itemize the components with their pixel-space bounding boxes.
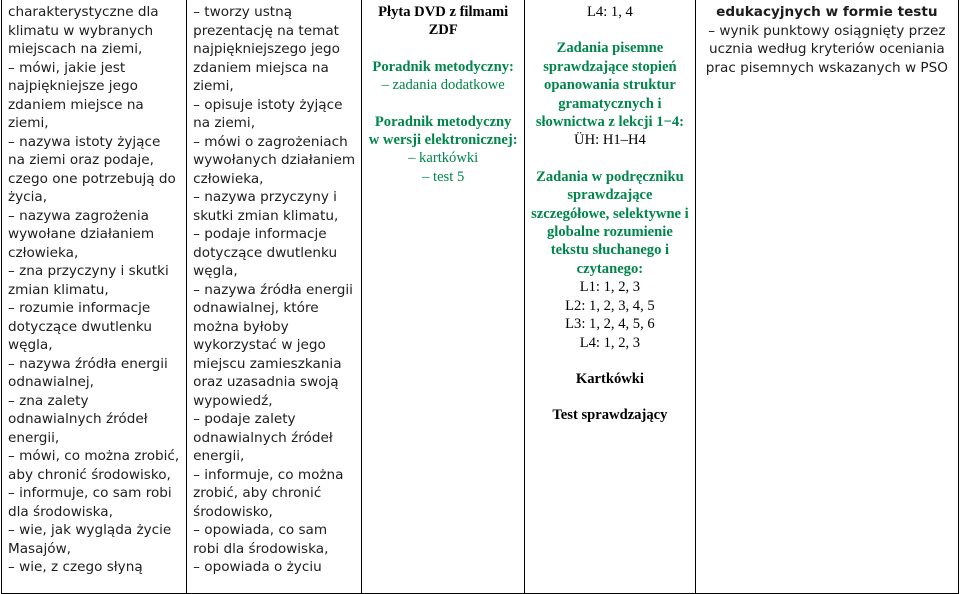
list-item: – zna przyczyny i skutki zmian klimatu, <box>8 263 169 298</box>
table-row <box>2 0 959 594</box>
list-item: – zna zalety odnawialnych źródeł energii, <box>8 392 148 446</box>
assessment-table <box>1 0 959 594</box>
evaluation-heading: edukacyjnych w formie testu <box>716 4 938 20</box>
list-item: – rozumie informacje dotyczące dwutlenku węgla, <box>8 300 152 353</box>
basic-requirements-cell <box>2 0 187 594</box>
list-item: – nazywa przyczyny i skutki zmian klimatu, <box>193 189 339 224</box>
list-item: – nazywa istoty żyjące na ziemi oraz podaje, czego one potrzebują do życia, <box>8 133 176 205</box>
list-item: – opowiada, co sam robi dla środowiska, <box>193 522 329 557</box>
eguide-title: Poradnik metodyczny w wersji elektronicznej: <box>368 113 518 149</box>
lesson-line: L1: 1, 2, 3 <box>579 279 641 296</box>
written-tasks: Zadania pisemne sprawdzające stopień opanowania struktur gramatycznych i słownictwa z lekcji 1−4: <box>535 40 684 131</box>
lesson-line: L4: 1, 2, 3 <box>579 334 641 351</box>
list-item: – nazywa zagrożenia wywołane działaniem człowieka, <box>8 207 155 261</box>
guide-title: Poradnik metodyczny: <box>372 58 514 75</box>
list-item: charakterystyczne dla klimatu w wybranych miejscach na ziemi, <box>8 4 159 57</box>
dvd-title: Płyta DVD z filmami ZDF <box>378 4 509 39</box>
materials-cell <box>362 0 525 594</box>
eguide-item: – kartkówki <box>408 150 479 167</box>
list-item: – nazywa źródła energii odnawialnej, które można byłoby wykorzystać w jego miejscu zamieszkania oraz uzasadnia swoją wypowiedź, <box>193 281 353 409</box>
list-item: – podaje informacje dotyczące dwutlenku węgla, <box>193 226 338 279</box>
textbook-tasks: Zadania w podręczniku sprawdzające szczegółowe, selektywne i globalne rozumienie tekstu słuchanego i czytanego: <box>531 168 689 277</box>
kartkowki-label: Kartkówki <box>575 370 644 387</box>
list-item: – wie, z czego słyną <box>8 559 143 575</box>
evaluation-cell <box>695 0 958 594</box>
test-label: Test sprawdzający <box>552 407 668 424</box>
evaluation-text: – wynik punktowy osiągnięty przez ucznia według kryteriów oceniania prac pisemnych wskazanych w PSO <box>705 22 948 76</box>
list-item: – opisuje istoty żyjące na ziemi, <box>193 96 343 131</box>
lesson-line: L3: 1, 2, 4, 5, 6 <box>565 316 655 333</box>
extended-requirements-cell <box>187 0 362 594</box>
list-item: – mówi, jakie jest najpiękniejsze jego zdaniem miejsce na ziemi, <box>8 59 144 131</box>
list-item: – opowiada o życiu <box>193 559 322 575</box>
guide-item: – zadania dodatkowe <box>381 77 505 94</box>
uh-line: ÜH: H1–H4 <box>574 132 646 149</box>
eguide-item: – test 5 <box>422 168 465 185</box>
assessment-tasks-cell <box>525 0 696 594</box>
lesson-line: L2: 1, 2, 3, 4, 5 <box>565 297 655 314</box>
list-item: – podaje zalety odnawialnych źródeł energii, <box>193 411 333 464</box>
list-item: – mówi, co można zrobić, aby chronić środowisko, <box>8 448 180 483</box>
list-item: – wie, jak wygląda życie Masajów, <box>8 522 172 557</box>
list-item: – mówi o zagrożeniach wywołanych działaniem człowieka, <box>193 133 356 187</box>
list-item: – tworzy ustną prezentację na temat najpiękniejszego jego zdaniem miejsca na ziemi, <box>193 4 340 94</box>
lesson-line: L4: 1, 4 <box>587 4 633 20</box>
list-item: – informuje, co można zrobić, aby chronić środowisko, <box>193 466 344 520</box>
list-item: – informuje, co sam robi dla środowiska, <box>8 485 172 520</box>
list-item: – nazywa źródła energii odnawialnej, <box>8 355 168 390</box>
